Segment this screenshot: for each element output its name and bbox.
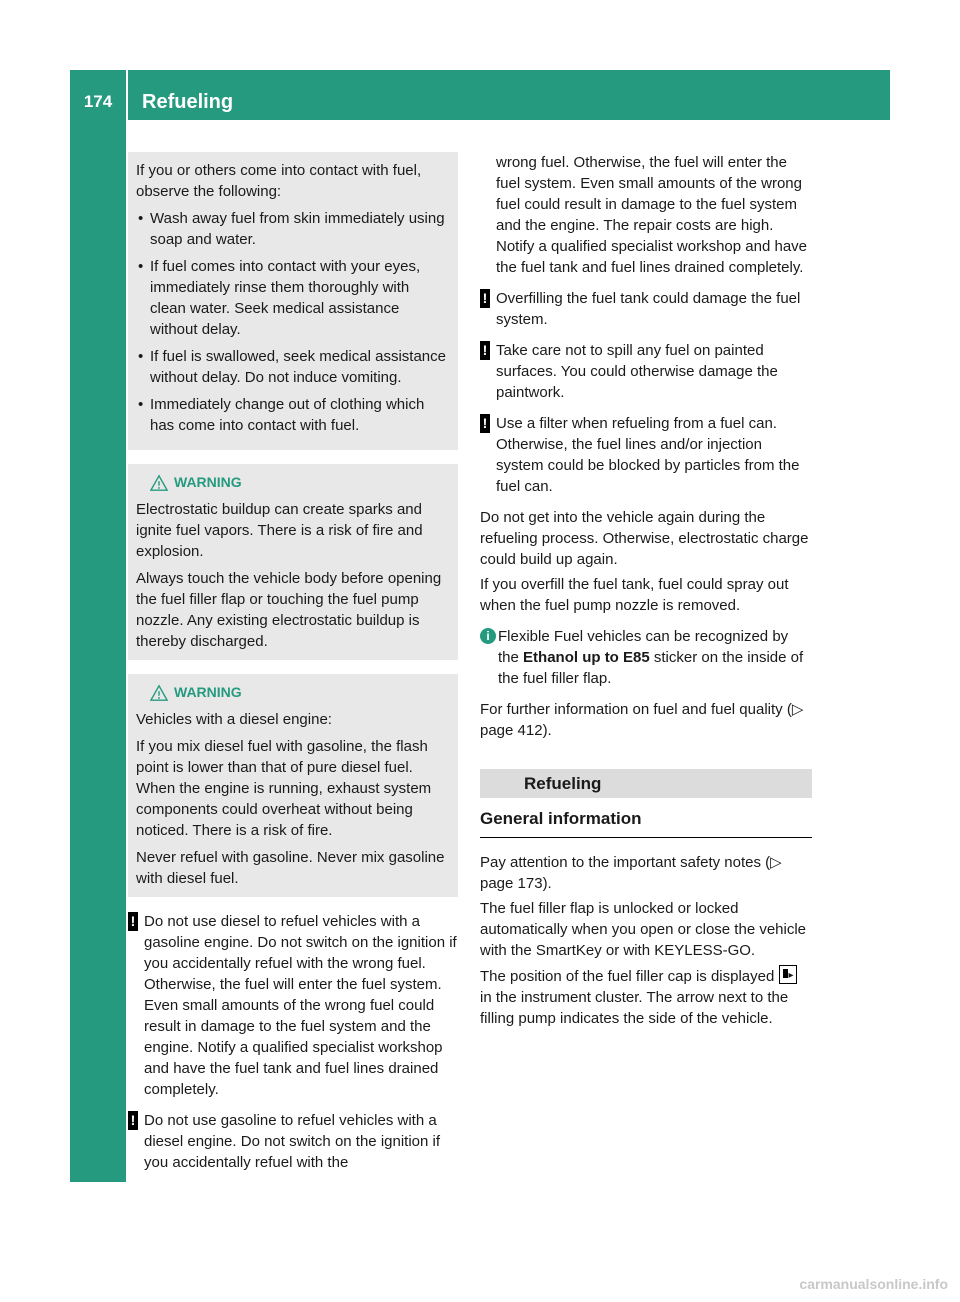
caution-note: ! Do not use diesel to refuel vehicles with a gasoline engine. Do not switch on the ignition if you accidentally refuel with the wrong fuel. Otherwise, the fuel will enter the fuel system. Even small amounts of the wrong fuel could result in damage to the fuel system and the engine. Notify a qualified specialist workshop and have the fuel tank and fuel lines drained completely. <box>128 911 458 1100</box>
caution-note: ! Overfilling the fuel tank could damage the fuel system. <box>480 288 812 330</box>
warning-text: Never refuel with gasoline. Never mix gasoline with diesel fuel. <box>136 849 445 887</box>
caution-note: ! Do not use gasoline to refuel vehicles with a diesel engine. Do not switch on the ignition if you accidentally refuel with the <box>128 1110 458 1173</box>
left-column <box>128 152 458 1183</box>
caution-note: ! Take care not to spill any fuel on painted surfaces. You could otherwise damage the paintwork. <box>480 340 812 403</box>
list-item: • If fuel is swallowed, seek medical assistance without delay. Do not induce vomiting. <box>138 348 446 386</box>
page-title: Refueling <box>142 91 234 113</box>
page-number: 174 <box>83 92 113 111</box>
body-paragraph: Do not get into the vehicle again during the refueling process. Otherwise, electrostatic charge could build up again. <box>480 509 809 568</box>
header-divider <box>126 70 128 120</box>
fuel-pump-icon <box>779 965 797 984</box>
section-title: Refueling <box>480 769 812 798</box>
caution-note: ! Use a filter when refueling from a fuel can. Otherwise, the fuel lines and/or injection system could be blocked by particles from the fuel can. <box>480 413 812 497</box>
exclamation-icon: ! <box>128 912 138 931</box>
bullet-list <box>136 208 448 436</box>
sticker-label: Ethanol up to E85 <box>523 649 650 666</box>
warning-label: WARNING <box>174 474 242 490</box>
exclamation-icon: ! <box>480 341 490 360</box>
warning-text: Electrostatic buildup can create sparks and ignite fuel vapors. There is a risk of fire and explosion. <box>136 501 423 560</box>
warning-header <box>150 682 448 703</box>
warning-text: If you mix diesel fuel with gasoline, the flash point is lower than that of pure diesel fuel. When the engine is running, exhaust system components could overheat without being noticed. There is a risk of fire. <box>136 738 432 839</box>
info-note: i Flexible Fuel vehicles can be recognized by the Ethanol up to E85 sticker on the inside of the fuel filler flap. <box>480 626 812 689</box>
warning-header <box>150 472 448 493</box>
list-item: • Wash away fuel from skin immediately using soap and water. <box>138 210 445 248</box>
box-intro: If you or others come into contact with fuel, observe the following: <box>136 162 422 200</box>
cross-reference[interactable]: Pay attention to the important safety notes (▷ page 173). <box>480 854 782 892</box>
warning-box <box>128 464 458 660</box>
page-header <box>70 70 890 120</box>
watermark: carmanualsonline.info <box>799 1276 948 1292</box>
subheading: General information <box>480 808 812 838</box>
note-continuation: wrong fuel. Otherwise, the fuel will enter the fuel system. Even small amounts of the wrong fuel could result in damage to the fuel system and the engine. The repair costs are high. Notify a qualified specialist workshop and have the fuel tank and fuel lines drained completely. <box>496 154 808 276</box>
body-paragraph: The position of the fuel filler cap is displayed ▸ in the instrument cluster. The arrow next to the filling pump indicates the side of the vehicle. <box>480 965 812 1029</box>
body-paragraph: The fuel filler flap is unlocked or locked automatically when you open or close the vehicle with the SmartKey or with KEYLESS-GO. <box>480 900 807 959</box>
warning-box <box>128 674 458 897</box>
exclamation-icon: ! <box>480 289 490 308</box>
sidebar-band <box>70 120 126 1182</box>
safety-box <box>128 152 458 450</box>
list-item: • Immediately change out of clothing which has come into contact with fuel. <box>138 396 425 434</box>
info-icon: i <box>480 628 496 644</box>
cross-reference[interactable]: For further information on fuel and fuel quality (▷ page 412). <box>480 701 804 739</box>
exclamation-icon: ! <box>128 1111 138 1130</box>
warning-triangle-icon <box>150 474 168 492</box>
body-paragraph: If you overfill the fuel tank, fuel could spray out when the fuel pump nozzle is removed. <box>480 576 789 614</box>
warning-text: Vehicles with a diesel engine: <box>136 711 332 728</box>
list-item: • If fuel comes into contact with your eyes, immediately rinse them thoroughly with clean water. Seek medical assistance without delay. <box>138 258 421 338</box>
warning-text: Always touch the vehicle body before opening the fuel filler flap or touching the fuel pump nozzle. Any existing electrostatic buildup is thereby discharged. <box>136 570 442 650</box>
warning-triangle-icon <box>150 684 168 702</box>
exclamation-icon: ! <box>480 414 490 433</box>
warning-label: WARNING <box>174 684 242 700</box>
right-column <box>480 152 812 1033</box>
